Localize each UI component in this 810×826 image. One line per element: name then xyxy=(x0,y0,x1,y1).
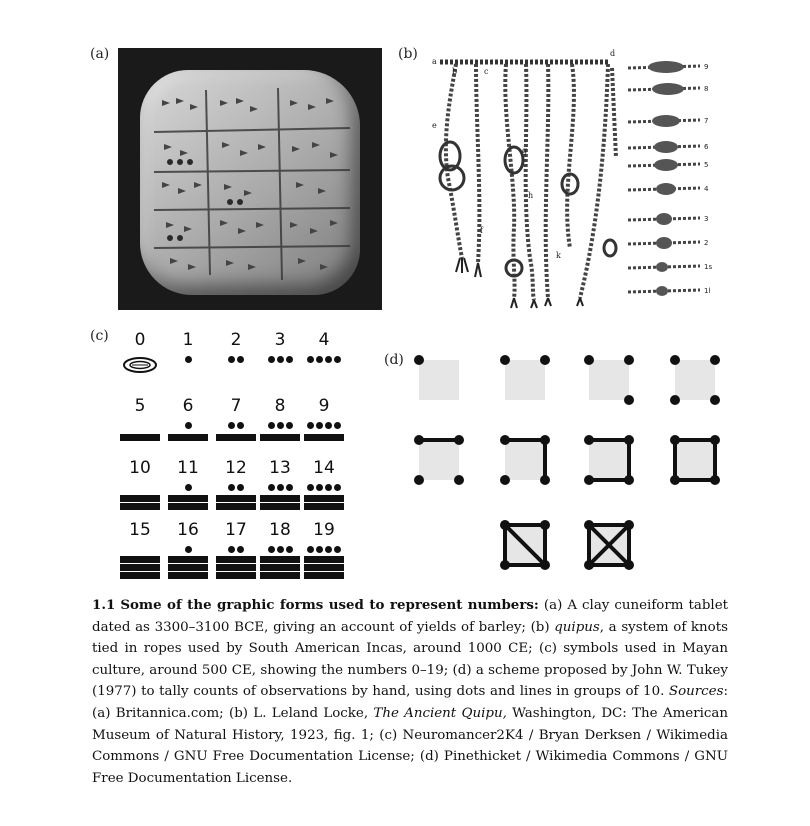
maya-number: 19 xyxy=(313,520,335,540)
cuneiform-marks xyxy=(140,70,360,295)
maya-bar xyxy=(216,572,256,579)
maya-bar xyxy=(120,434,160,441)
maya-cell-11 xyxy=(166,458,210,518)
quipu-knot-label-1l: 1l xyxy=(704,287,711,295)
maya-bar xyxy=(260,495,300,502)
maya-number: 18 xyxy=(269,520,291,540)
caption-sources-label: Sources xyxy=(668,684,724,700)
maya-bar xyxy=(120,564,160,571)
figure-number: 1.1 xyxy=(92,597,116,613)
maya-bar xyxy=(260,556,300,563)
maya-number: 6 xyxy=(182,396,194,416)
quipu-letter-g: g xyxy=(522,146,528,155)
maya-cell-8 xyxy=(258,396,302,456)
maya-bar xyxy=(216,564,256,571)
quipu-knot-label-7: 7 xyxy=(704,117,709,125)
maya-bar xyxy=(168,495,208,502)
caption-quipus: quipus xyxy=(554,619,600,635)
maya-bar xyxy=(120,495,160,502)
maya-dots xyxy=(258,422,302,429)
maya-dots xyxy=(302,356,346,363)
maya-number: 1 xyxy=(182,330,194,350)
maya-dots xyxy=(214,356,258,363)
quipu-letter-k: k xyxy=(556,251,561,260)
quipu-knot-label-9: 9 xyxy=(704,63,709,71)
maya-dots xyxy=(258,484,302,491)
tablet-stone xyxy=(140,70,360,295)
maya-bar xyxy=(216,434,256,441)
maya-bar xyxy=(168,564,208,571)
maya-bar xyxy=(168,556,208,563)
caption-title: Some of the graphic forms used to represent numbers: xyxy=(120,597,539,613)
quipu-letter-h: h xyxy=(528,191,534,200)
maya-bar xyxy=(168,434,208,441)
maya-bar xyxy=(260,434,300,441)
quipu-knot-label-5: 5 xyxy=(704,161,709,169)
maya-bar xyxy=(304,495,344,502)
maya-dots xyxy=(214,546,258,553)
maya-dots xyxy=(166,546,210,553)
maya-number: 11 xyxy=(177,458,199,478)
maya-cell-17 xyxy=(214,520,258,580)
tukey-svg xyxy=(405,350,735,585)
maya-bar xyxy=(216,503,256,510)
quipu-letter-d: d xyxy=(610,49,616,58)
maya-number: 5 xyxy=(134,396,146,416)
maya-number: 15 xyxy=(129,520,151,540)
maya-dots xyxy=(302,546,346,553)
caption-text-2: , a system of knots tied in ropes used by South American Incas, around 1000 CE; (c) symbols used in Mayan culture, around 500 CE, showing the numbers 0–19; (d) a scheme proposed by John W. Tukey (1977) to tally counts of observations by hand, using dots and lines in groups of 10. xyxy=(92,619,728,700)
maya-dots xyxy=(258,356,302,363)
tukey-tally-diagram xyxy=(405,350,735,585)
quipu-letter-c: c xyxy=(484,67,489,76)
maya-cell-2 xyxy=(214,330,258,390)
quipu-drawing xyxy=(430,48,720,310)
maya-dots xyxy=(258,546,302,553)
quipu-knot-label-1s: 1s xyxy=(704,263,713,271)
maya-cell-16 xyxy=(166,520,210,580)
maya-bar xyxy=(260,564,300,571)
maya-bar xyxy=(168,572,208,579)
maya-bar xyxy=(216,556,256,563)
maya-cell-7 xyxy=(214,396,258,456)
quipu-svg xyxy=(430,48,720,310)
maya-cell-4 xyxy=(302,330,346,390)
caption-text-4: Washington, DC: The American Museum of Natural History, 1923, fig. 1; (c) Neuromancer2K4 / Bryan Derksen / Wikimedia Commons / GNU Free Documentation License; (d) Pinethicket / Wikimedia Commons / GNU Free Documentation License. xyxy=(92,705,728,786)
maya-dots xyxy=(302,484,346,491)
quipu-letter-a: a xyxy=(432,57,437,66)
maya-number: 12 xyxy=(225,458,247,478)
maya-dots xyxy=(166,356,210,363)
quipu-knot-label-6: 6 xyxy=(704,143,709,151)
figure-caption xyxy=(92,595,728,789)
maya-bar xyxy=(304,434,344,441)
caption-text-1: (a) A clay cuneiform tablet dated as 3300–3100 BCE, giving an account of yields of barley; (b) xyxy=(92,598,729,635)
maya-bar xyxy=(304,556,344,563)
quipu-knot-label-2: 2 xyxy=(704,239,709,247)
maya-cell-12 xyxy=(214,458,258,518)
maya-bar xyxy=(120,572,160,579)
maya-cell-5 xyxy=(118,396,162,456)
panel-label-a: (a) xyxy=(90,46,110,62)
quipu-knot-label-3: 3 xyxy=(704,215,709,223)
maya-bar xyxy=(304,503,344,510)
maya-bar xyxy=(120,503,160,510)
maya-number: 13 xyxy=(269,458,291,478)
maya-number: 3 xyxy=(274,330,286,350)
maya-cell-19 xyxy=(302,520,346,580)
panel-label-c: (c) xyxy=(90,328,109,344)
maya-cell-14 xyxy=(302,458,346,518)
maya-cell-10 xyxy=(118,458,162,518)
maya-number: 14 xyxy=(313,458,335,478)
maya-bar xyxy=(260,503,300,510)
maya-number: 0 xyxy=(134,330,146,350)
maya-cell-9 xyxy=(302,396,346,456)
maya-bar xyxy=(304,572,344,579)
caption-text-3: : (a) Britannica.com; (b) L. Leland Locke, xyxy=(92,684,728,721)
maya-cell-13 xyxy=(258,458,302,518)
maya-cell-6 xyxy=(166,396,210,456)
maya-number: 2 xyxy=(230,330,242,350)
shell-icon xyxy=(122,356,158,374)
quipu-knot-label-8: 8 xyxy=(704,85,709,93)
maya-number: 9 xyxy=(318,396,330,416)
maya-number: 7 xyxy=(230,396,242,416)
maya-dots xyxy=(302,422,346,429)
maya-cell-15 xyxy=(118,520,162,580)
maya-cell-0 xyxy=(118,330,162,390)
maya-bar xyxy=(120,556,160,563)
caption-book-title: The Ancient Quipu, xyxy=(373,705,507,721)
quipu-letter-b: b xyxy=(452,67,458,76)
maya-number: 8 xyxy=(274,396,286,416)
cuneiform-tablet-image xyxy=(118,48,382,310)
maya-bar xyxy=(216,495,256,502)
maya-dots xyxy=(214,422,258,429)
maya-cell-18 xyxy=(258,520,302,580)
quipu-letter-f: f xyxy=(480,226,483,235)
quipu-letter-e: e xyxy=(432,121,437,130)
maya-dots xyxy=(214,484,258,491)
quipu-knot-label-4: 4 xyxy=(704,185,709,193)
maya-cell-3 xyxy=(258,330,302,390)
panel-label-b: (b) xyxy=(398,46,418,62)
maya-bar xyxy=(260,572,300,579)
maya-bar xyxy=(304,564,344,571)
maya-cell-1 xyxy=(166,330,210,390)
maya-dots xyxy=(166,484,210,491)
maya-dots xyxy=(166,422,210,429)
maya-number: 17 xyxy=(225,520,247,540)
maya-number: 4 xyxy=(318,330,330,350)
maya-number: 10 xyxy=(129,458,151,478)
mayan-numerals xyxy=(118,330,348,580)
maya-bar xyxy=(168,503,208,510)
maya-number: 16 xyxy=(177,520,199,540)
panel-label-d: (d) xyxy=(384,352,404,368)
